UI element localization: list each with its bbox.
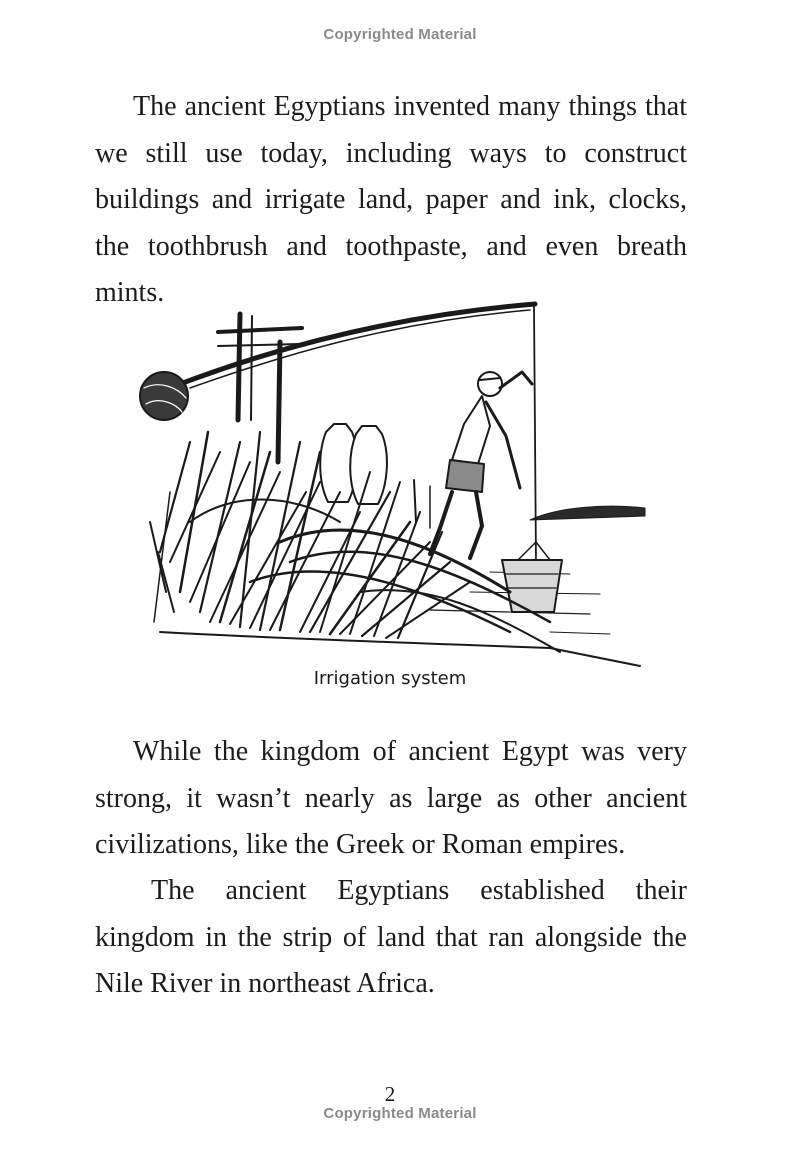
irrigation-illustration xyxy=(130,292,660,672)
page-number: 2 xyxy=(384,1082,396,1106)
paragraph-kingdom-size: While the kingdom of ancient Egypt was very strong, it wasn’t nearly as large as other ancient civilizations, like the Greek or Roman empires. xyxy=(95,736,687,860)
paragraph-inventions: The ancient Egyptians invented many things that we still use today, including ways to construct buildings and irrigate land, paper and ink, clocks, the toothbrush and toothpaste, and even breath mints. xyxy=(95,91,687,308)
paragraph-nile-river: The ancient Egyptians established their kingdom in the strip of land that ran alongside the Nile River in northeast Africa. xyxy=(95,875,687,999)
illustration-caption: Irrigation system xyxy=(313,668,467,689)
copyright-watermark-bottom: Copyrighted Material xyxy=(323,1105,477,1122)
copyright-watermark-top: Copyrighted Material xyxy=(323,26,477,43)
